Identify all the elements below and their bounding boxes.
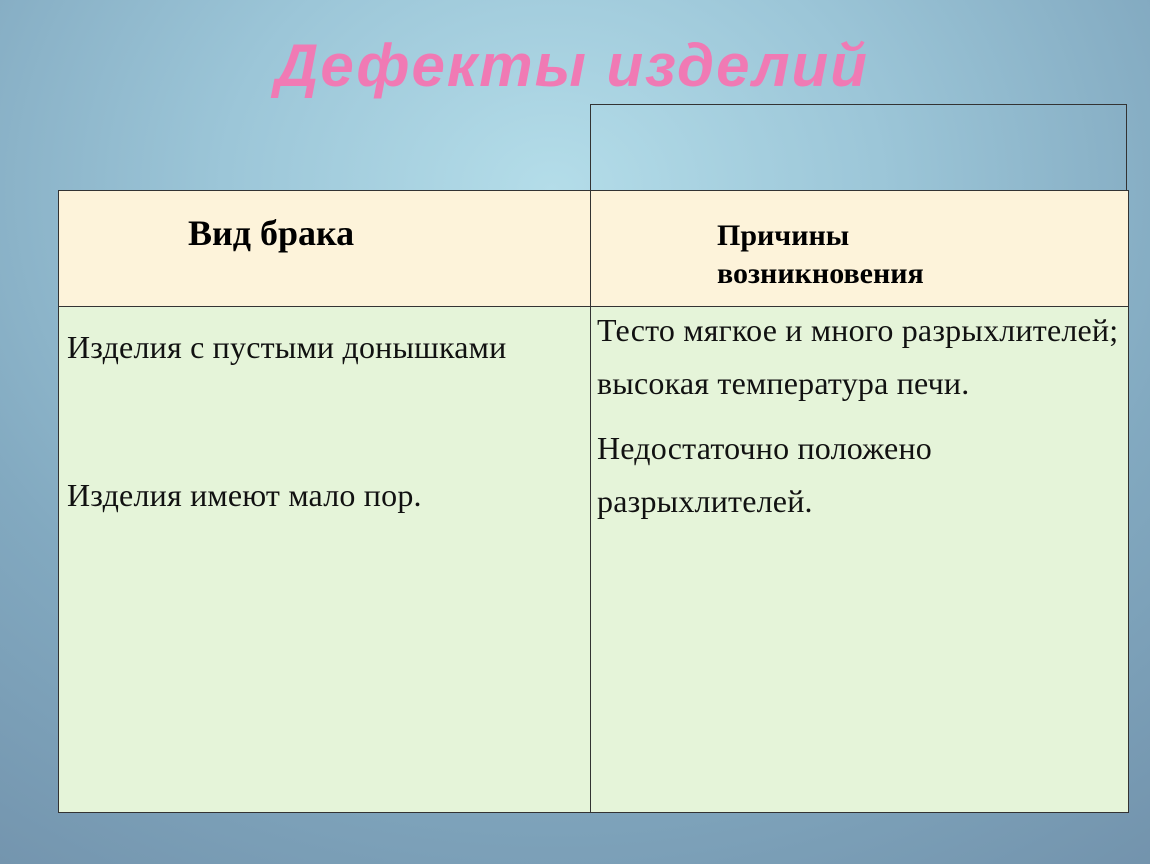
defects-table [58,190,1129,813]
table-body-row [59,307,1129,813]
defect-list-cell [59,307,591,813]
column-header-causes [591,191,1129,307]
slide-title: Дефекты изделий [275,32,869,99]
table-header-row [59,191,1129,307]
header-frame [590,104,1127,190]
cause-item: Тесто мягкое и много разрыхлителей; высокая температура печи. [597,312,1119,401]
column-header-label: Вид брака [188,213,355,253]
cause-item: Недостаточно положено разрыхлителей. [597,430,932,519]
defect-item: Изделия имеют мало пор. [67,477,422,513]
cause-list-cell [591,307,1129,813]
column-header-defect-type [59,191,591,307]
column-header-label: Причины возникновения [717,219,924,290]
defect-item: Изделия с пустыми донышками [67,329,507,365]
